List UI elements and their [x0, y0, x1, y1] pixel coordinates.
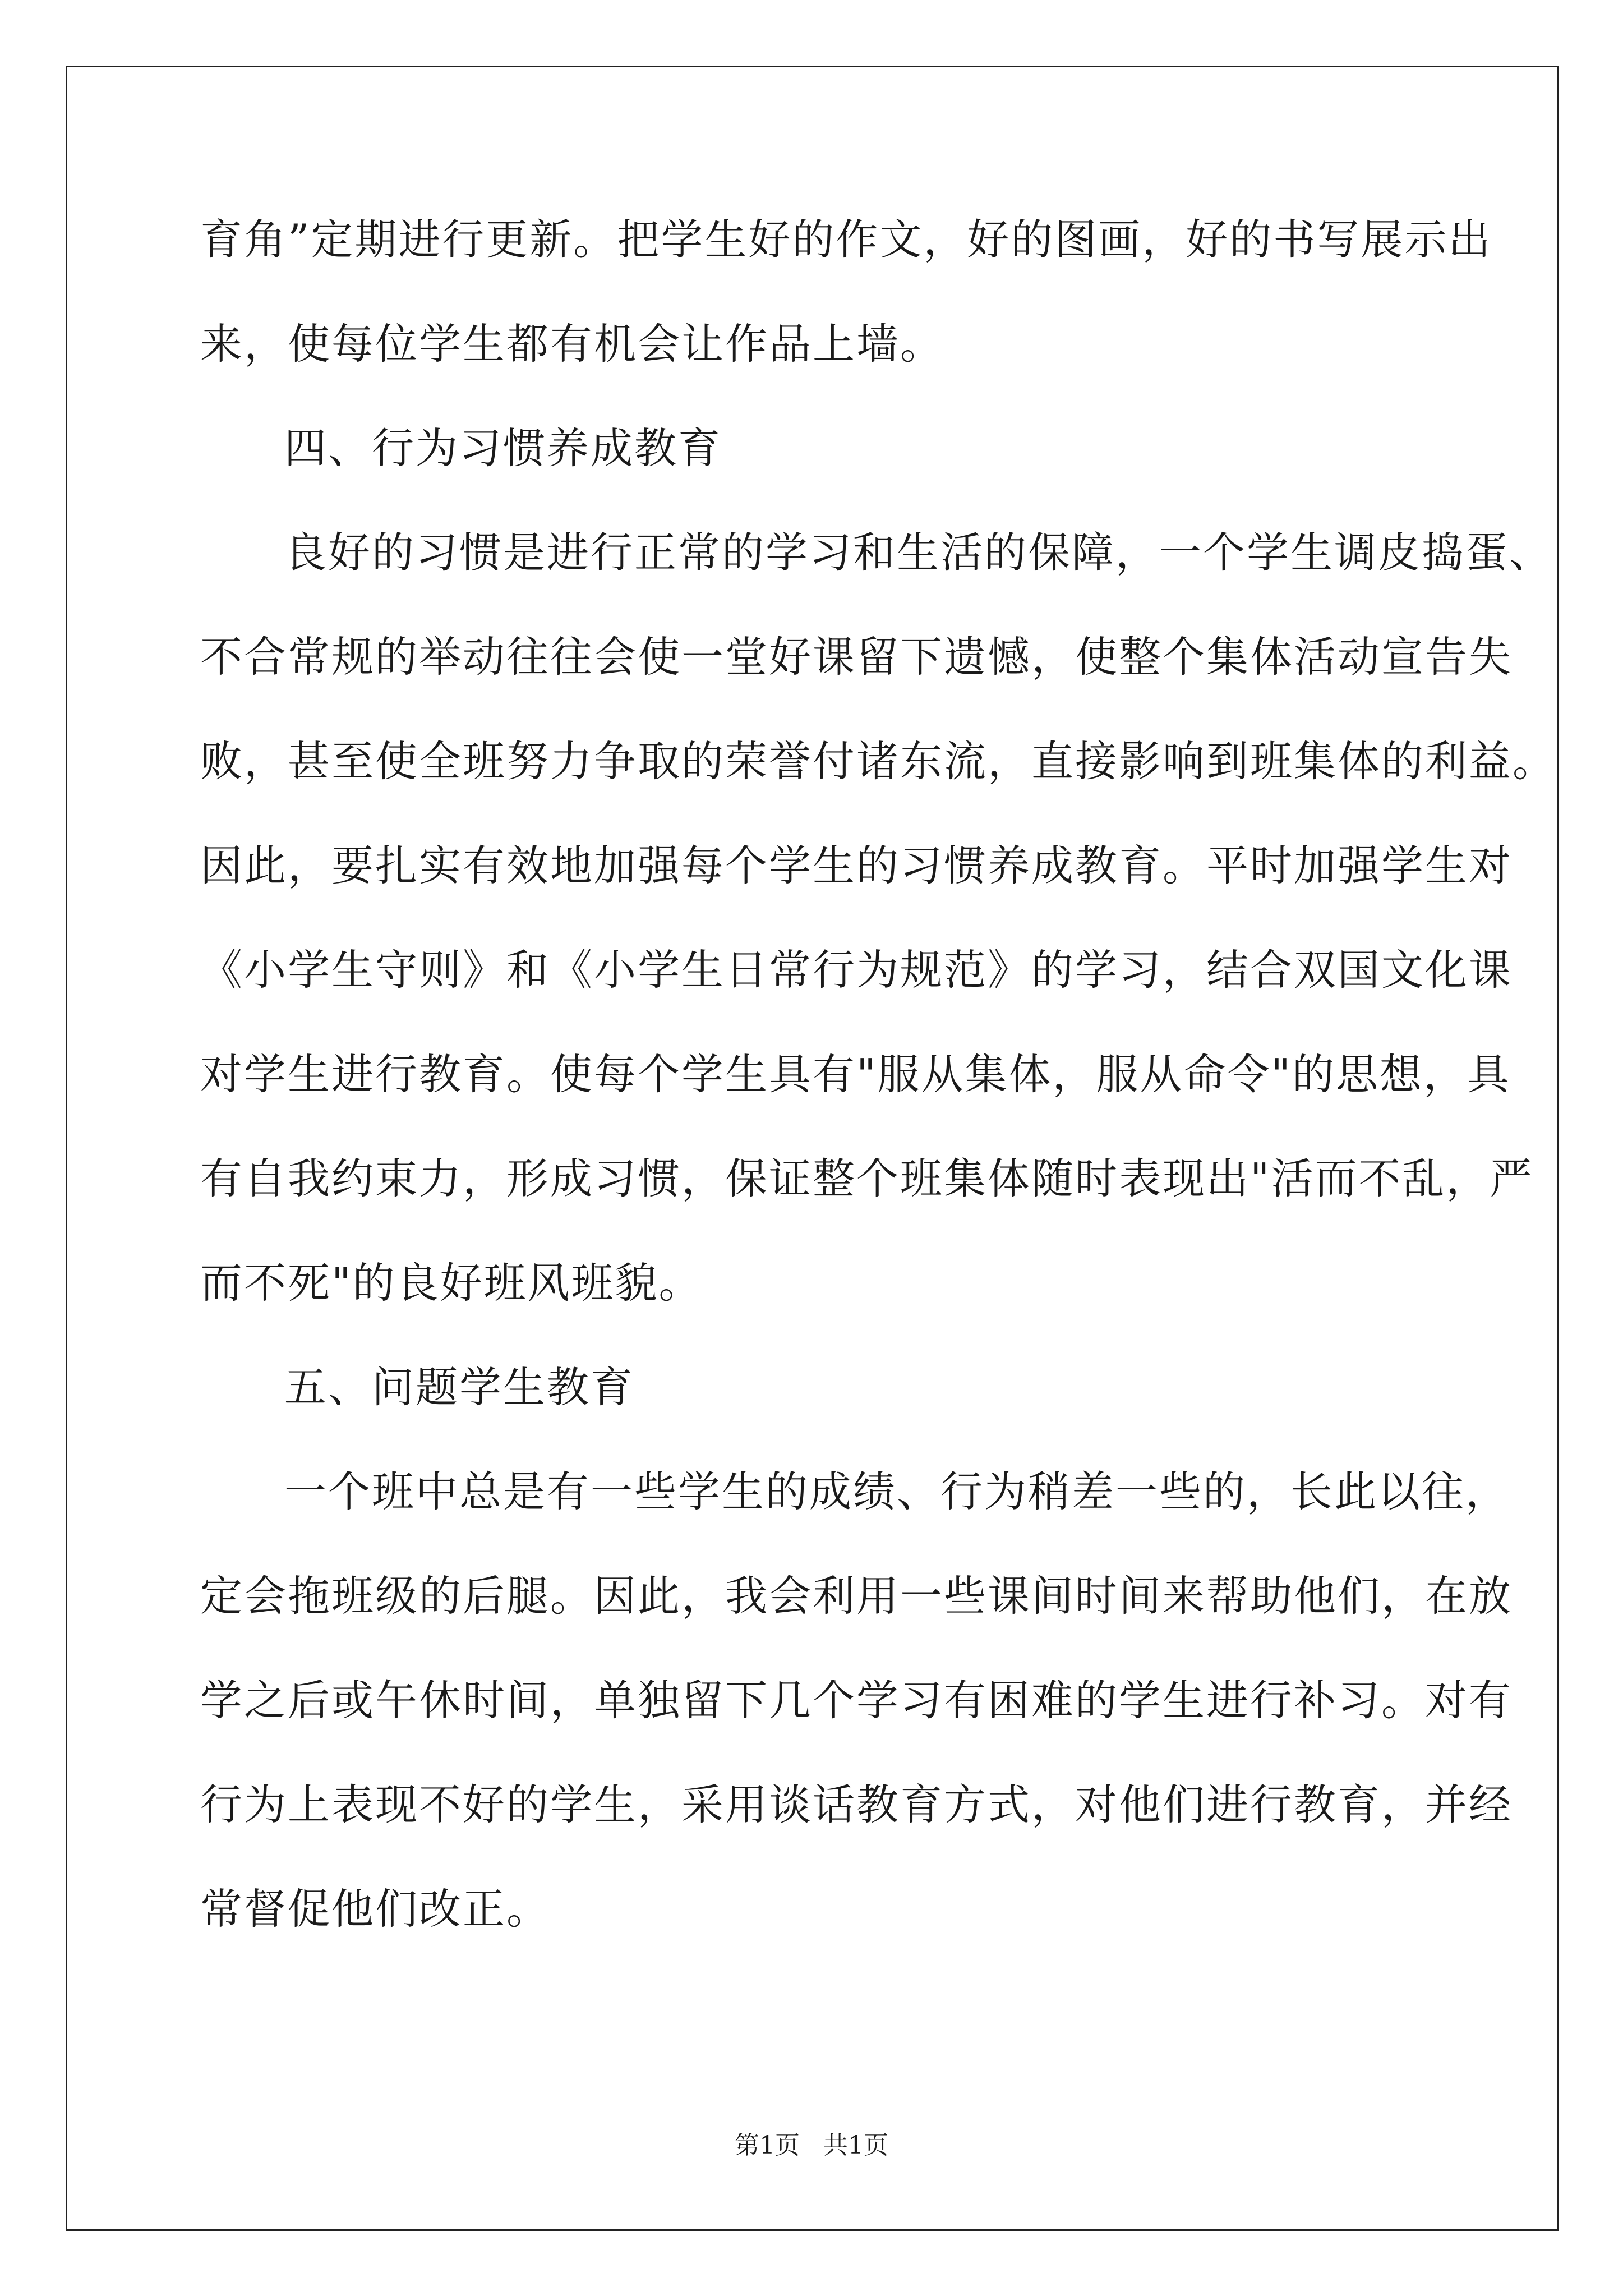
page-number: 第1页 共1页: [735, 2131, 888, 2160]
paragraph-line: 而不死"的良好班风班貌。: [200, 1258, 703, 1308]
paragraph-line: 一个班中总是有一些学生的成绩、行为稍差一些的，长此以往，: [284, 1467, 1510, 1516]
paragraph-line: 行为上表现不好的学生，采用谈话教育方式，对他们进行教育，并经: [200, 1780, 1513, 1829]
paragraph-line: 因此，要扎实有效地加强每个学生的习惯养成教育。平时加强学生对: [200, 841, 1513, 890]
paragraph-line: 不合常规的举动往往会使一堂好课留下遗憾，使整个集体活动宣告失: [200, 632, 1513, 682]
paragraph-line: 育角”定期进行更新。把学生好的作文，好的图画，好的书写展示出: [200, 215, 1492, 264]
paragraph-line: 常督促他们改正。: [200, 1884, 551, 1934]
paragraph-line: 定会拖班级的后腿。因此，我会利用一些课间时间来帮助他们，在放: [200, 1571, 1513, 1621]
section-heading: 五、问题学生教育: [284, 1363, 635, 1412]
paragraph-line: 败，甚至使全班努力争取的荣誉付诸东流，直接影响到班集体的利益。: [200, 737, 1557, 786]
paragraph-line: 学之后或午休时间，单独留下几个学习有困难的学生进行补习。对有: [200, 1676, 1513, 1725]
paragraph-line: 来，使每位学生都有机会让作品上墙。: [200, 319, 944, 369]
paragraph-line: 对学生进行教育。使每个学生具有"服从集体，服从命令"的思想，具: [200, 1050, 1511, 1099]
paragraph-line: 良好的习惯是进行正常的学习和生活的保障，一个学生调皮捣蛋、: [284, 528, 1553, 577]
section-heading: 四、行为习惯养成教育: [284, 424, 722, 473]
document-body: [200, 215, 1557, 1993]
paragraph-line: 《小学生守则》和《小学生日常行为规范》的学习，结合双国文化课: [200, 945, 1513, 995]
paragraph-line: 有自我约束力，形成习惯，保证整个班集体随时表现出"活而不乱，严: [200, 1154, 1534, 1203]
